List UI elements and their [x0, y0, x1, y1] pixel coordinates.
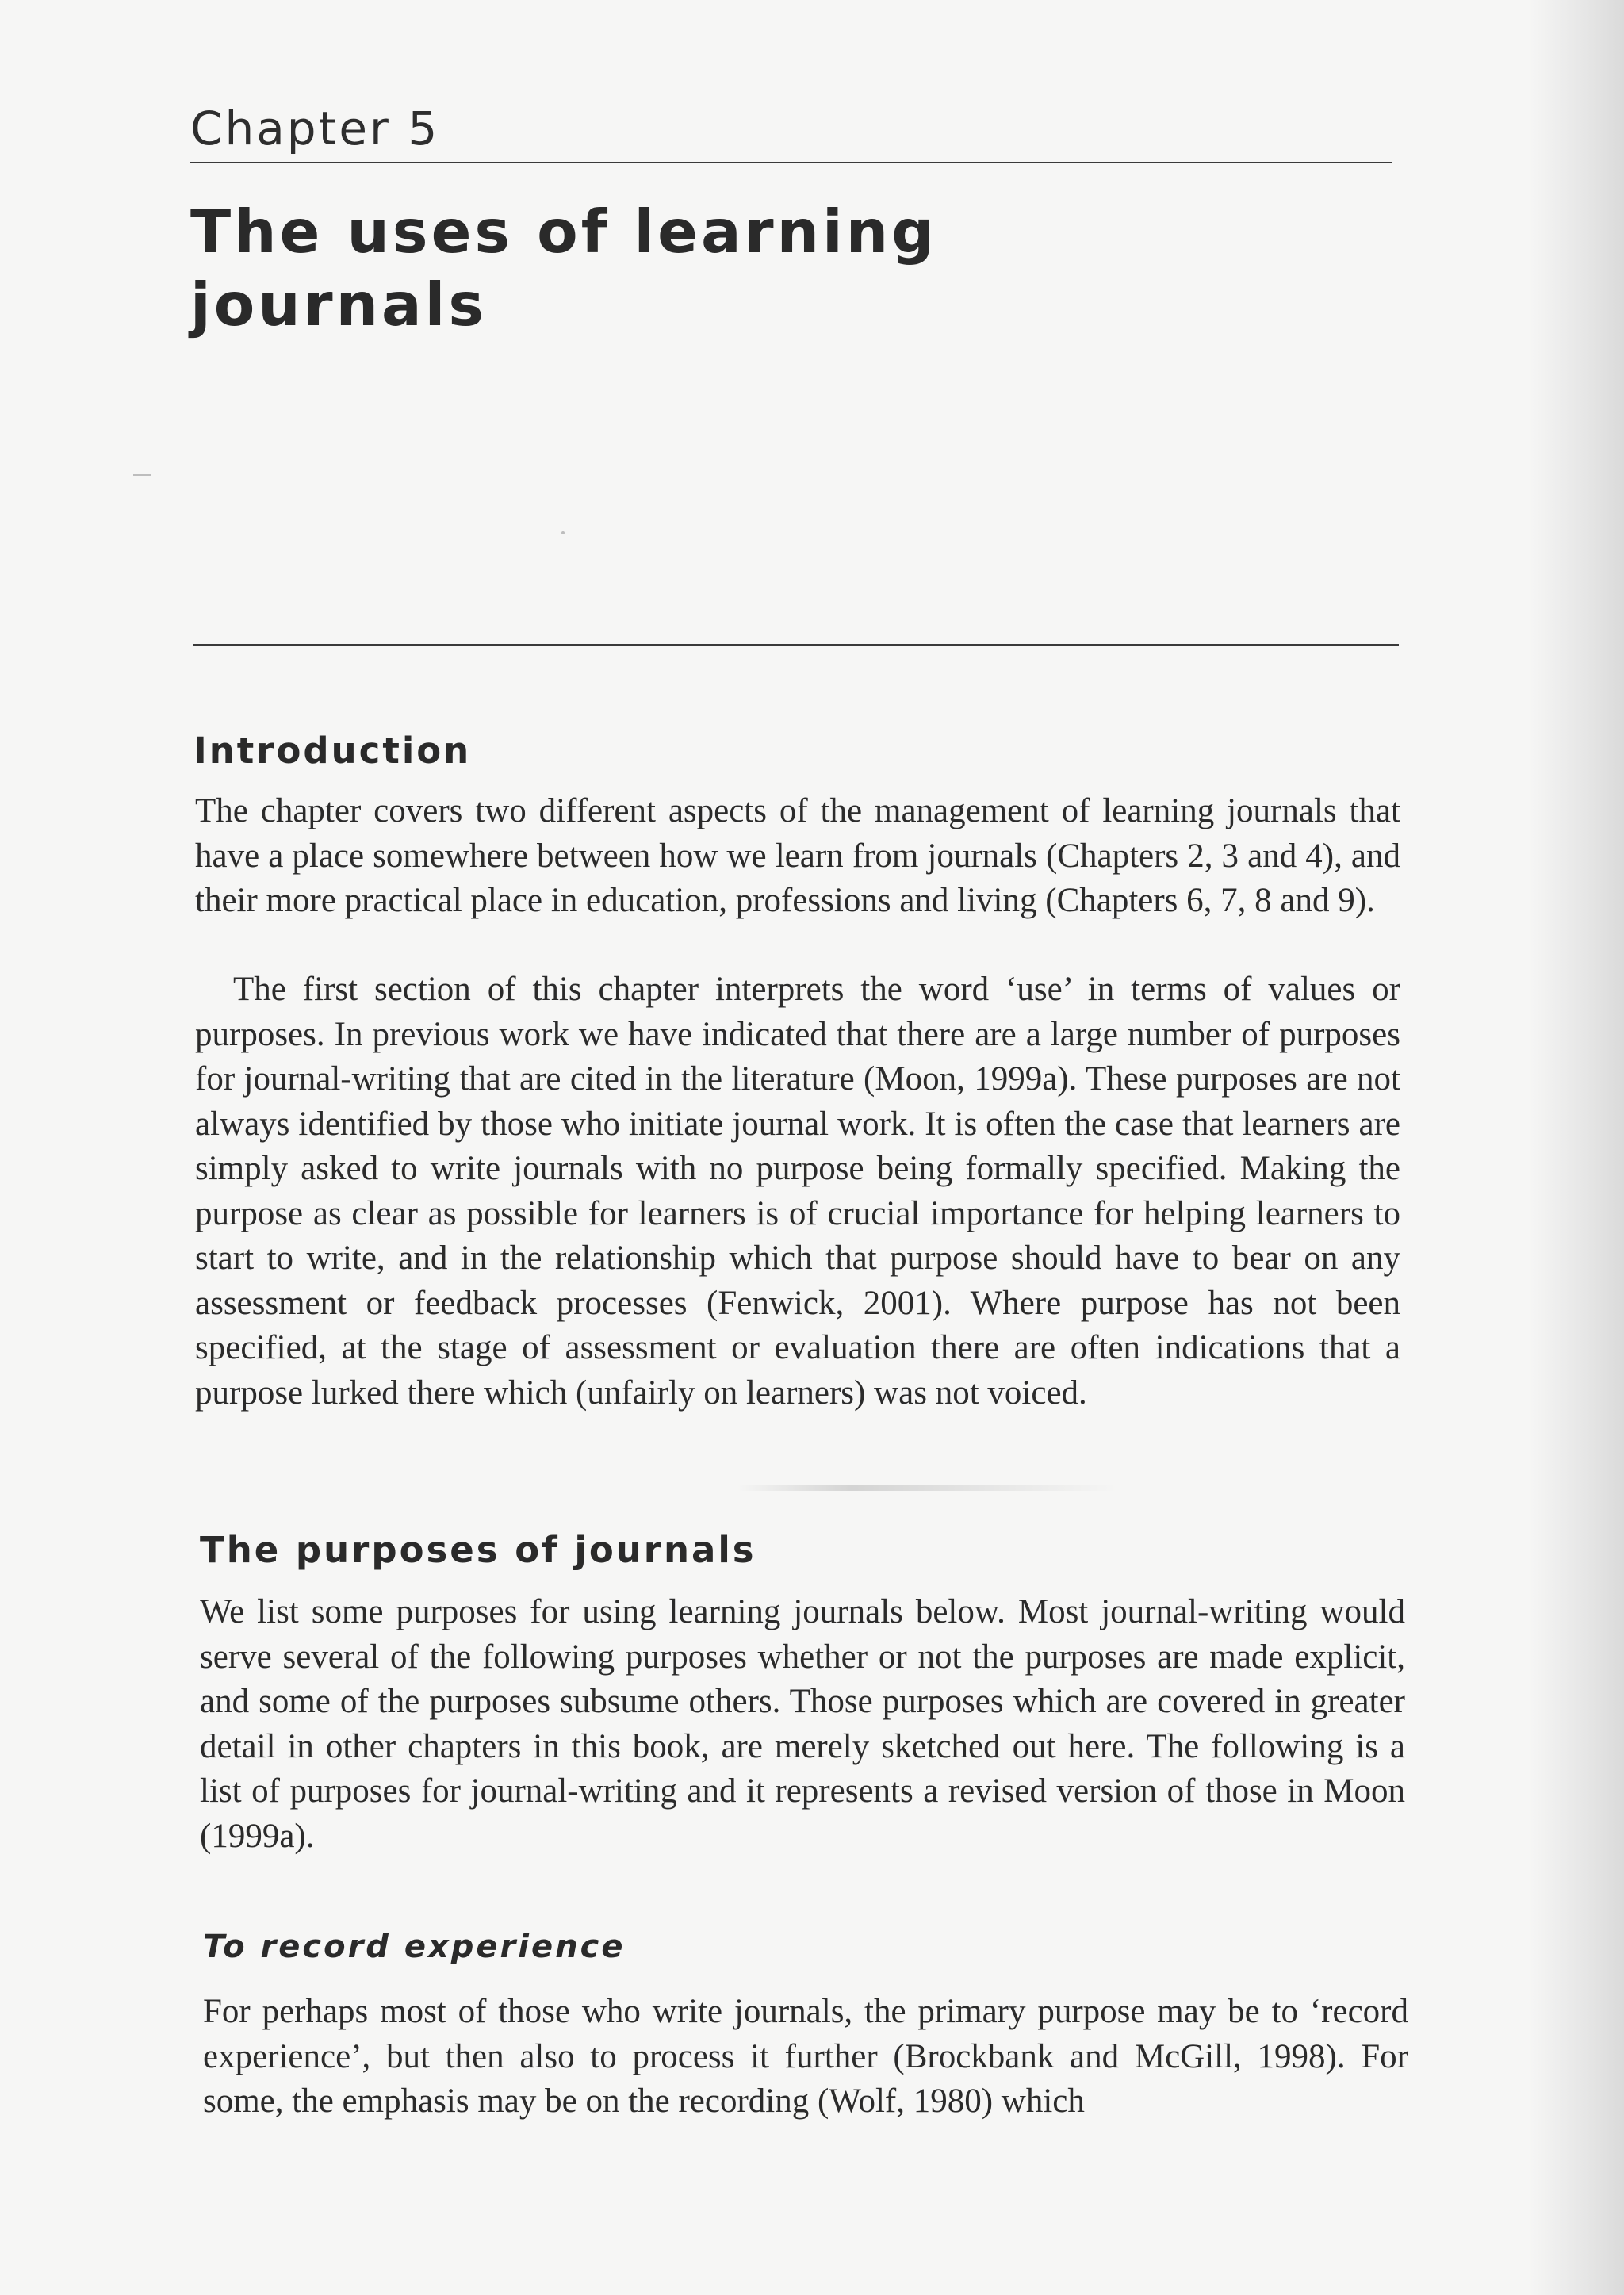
- chapter-title: The uses of learning journals: [190, 197, 937, 339]
- scan-smudge: [737, 1485, 1118, 1491]
- section-heading-introduction: Introduction: [193, 730, 472, 772]
- chapter-top-rule: [190, 162, 1392, 163]
- purposes-paragraph: We list some purposes for using learning journals below. Most journal-writing would serve several of the following purposes whether or not the purposes are made explicit, and some of the purposes subsume others. Those purposes which are covered in greater detail in other chapters in this book, are merely sketched out here. The following is a list of purposes for journal-writing and it represents a revised version of those in Moon (1999a).: [200, 1593, 1405, 1855]
- chapter-opener-rule: [193, 644, 1399, 646]
- scan-speck: [133, 474, 151, 476]
- subsection-heading-record-experience: To record experience: [203, 1929, 626, 1965]
- chapter-label: Chapter 5: [190, 102, 440, 155]
- intro-paragraph-2: The first section of this chapter interprets the word ‘use’ in terms of values or purposes. In previous work we have indicated that there are a large number of purposes for journal-writing that are cited in the literature (Moon, 1999a). These purposes are not always identified by those who initiate journal work. It is often the case that learners are simply asked to write journals with no purpose being formally specified. Making the purpose as clear as possible for learners is of crucial importance for helping learners to start to write, and in the relationship which that purpose should have to bear on any assessment or feedback processes (Fenwick, 2001). Where purpose has not been specified, at the stage of assessment or evaluation there are often indications that a purpose lurked there which (unfairly on learners) was not voiced.: [195, 971, 1400, 1412]
- scan-speck: [561, 531, 565, 534]
- binding-shadow: [1529, 0, 1624, 2295]
- intro-paragraph-1: The chapter covers two different aspects of the management of learning journals that have a place somewhere between how we learn from journals (Chapters 2, 3 and 4), and their more practical place in education, professions and living (Chapters 6, 7, 8 and 9).: [195, 792, 1400, 919]
- record-experience-paragraph: For perhaps most of those who write journals, the primary purpose may be to ‘record experience’, but then also to process it further (Brockbank and McGill, 1998). For some, the emphasis may be on the recording (Wolf, 1980) which: [203, 1993, 1408, 2120]
- section-heading-purposes: The purposes of journals: [200, 1529, 756, 1571]
